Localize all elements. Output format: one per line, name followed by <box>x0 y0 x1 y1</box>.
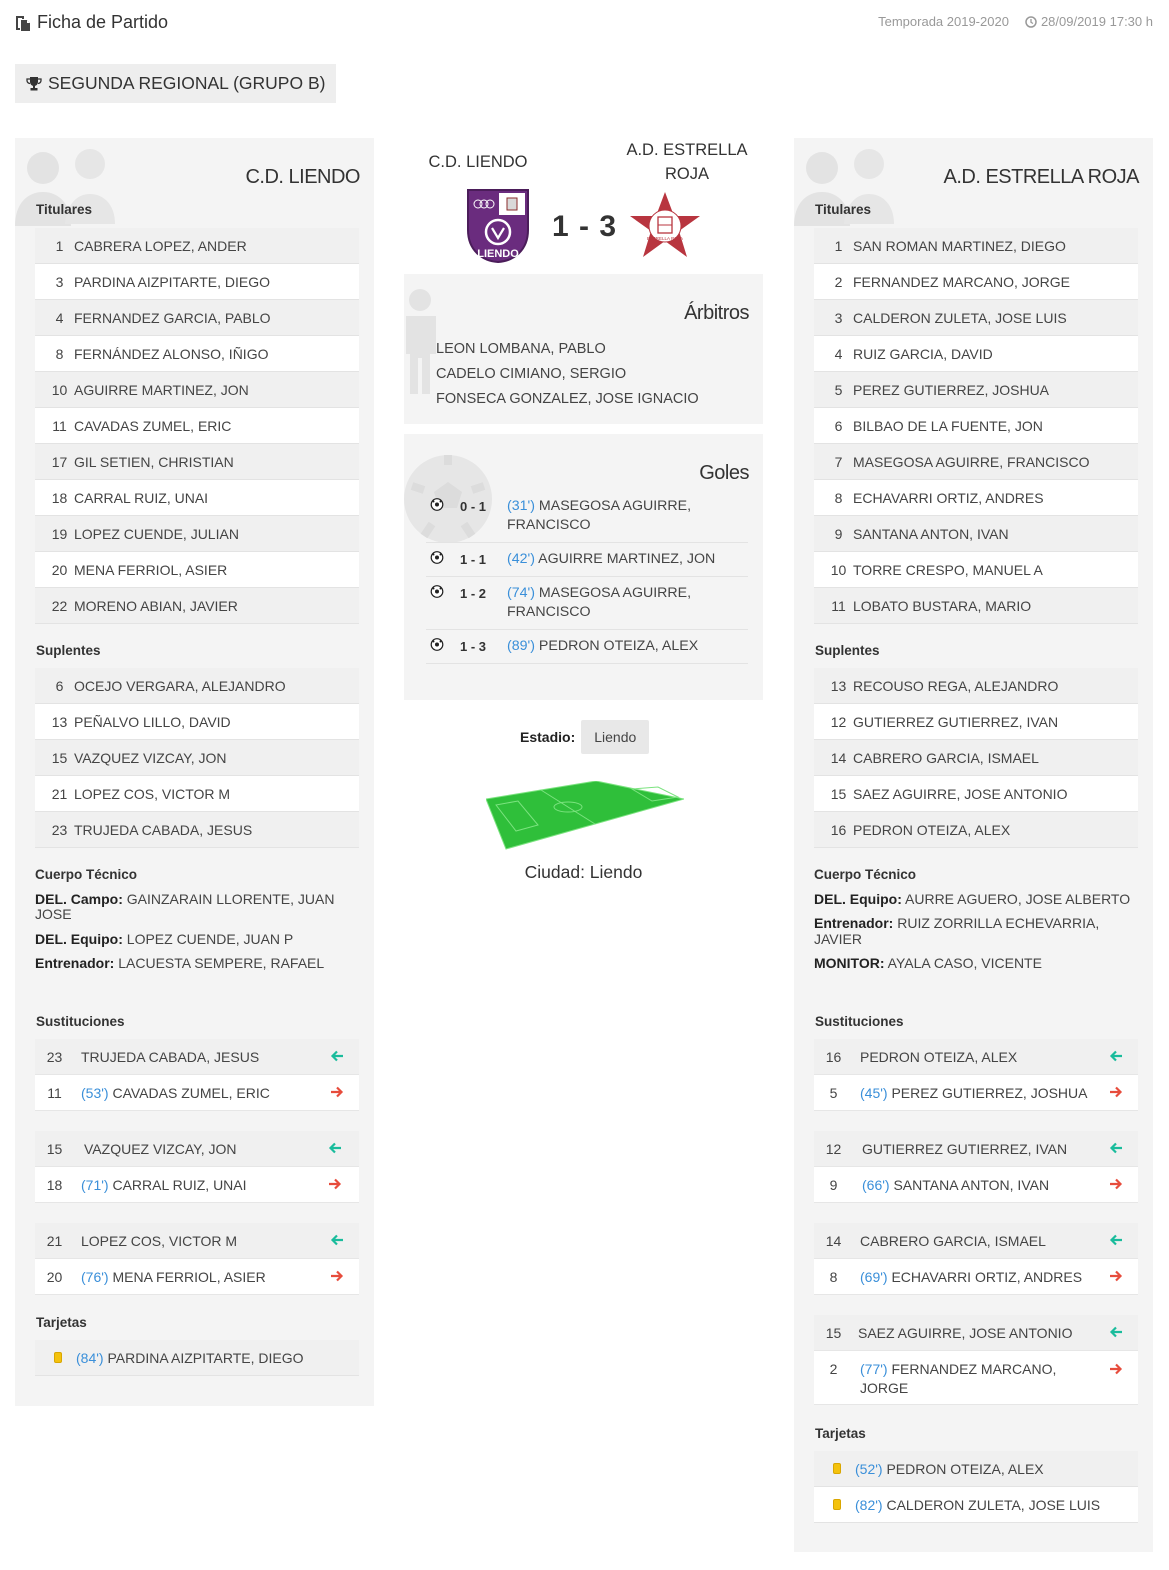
list-item <box>35 372 359 408</box>
player-number: 16 <box>830 821 847 838</box>
player-name: PEÑALVO LILLO, DAVID <box>74 713 231 730</box>
home-team-panel <box>15 138 374 1406</box>
player-number: 2 <box>834 273 843 290</box>
away-starters-list <box>814 228 1138 624</box>
arrow-left-in-icon <box>1108 1324 1124 1340</box>
home-substitutions-list <box>35 1039 359 1295</box>
player-number: 19 <box>51 525 68 542</box>
sub-minute: (76') <box>81 1268 109 1285</box>
staff-entry <box>814 956 1134 971</box>
goal-score: 1 - 1 <box>460 552 487 567</box>
list-item <box>35 668 359 704</box>
referee-name: CADELO CIMIANO, SERGIO <box>436 366 627 382</box>
player-number: 8 <box>55 345 64 362</box>
player-name: GUTIERREZ GUTIERREZ, IVAN <box>853 713 1059 730</box>
substitution-group <box>35 1039 359 1111</box>
player-number: 21 <box>46 1232 63 1249</box>
player-number: 12 <box>830 713 847 730</box>
away-team-name: A.D. ESTRELLA ROJA <box>943 166 1139 188</box>
staff-entry <box>814 916 1134 947</box>
player-number: 12 <box>825 1140 842 1157</box>
player-number: 9 <box>829 1176 838 1193</box>
arrow-right-out-icon <box>1108 1268 1124 1284</box>
staff-role: DEL. Equipo: <box>35 930 123 947</box>
arrow-left-in-icon <box>1108 1048 1124 1064</box>
goal-score: 1 - 3 <box>460 639 487 654</box>
goal-row <box>426 630 748 664</box>
list-item <box>35 1340 359 1376</box>
player-number: 8 <box>829 1268 838 1285</box>
goals-list <box>426 490 748 664</box>
home-cards-title: Tarjetas <box>36 1315 87 1330</box>
trophy-icon <box>26 76 42 92</box>
page-title <box>14 12 168 33</box>
player-name: ECHAVARRI ORTIZ, ANDRES <box>853 489 1044 506</box>
list-item <box>35 552 359 588</box>
player-number: 20 <box>46 1268 63 1285</box>
sub-minute: (71') <box>81 1176 109 1193</box>
stadium-info <box>520 720 649 754</box>
competition-name: SEGUNDA REGIONAL (GRUPO B) <box>48 73 326 93</box>
staff-entry <box>814 892 1134 907</box>
goal-row <box>426 577 748 630</box>
player-number: 6 <box>834 417 843 434</box>
player-name: CAVADAS ZUMEL, ERIC <box>112 1084 270 1101</box>
list-item <box>814 552 1138 588</box>
player-name: FERNANDEZ MARCANO, JORGE <box>853 273 1071 290</box>
staff-name: LOPEZ CUENDE, JUAN P <box>126 930 294 947</box>
list-item <box>814 408 1138 444</box>
player-name: SAEZ AGUIRRE, JOSE ANTONIO <box>858 1324 1073 1341</box>
list-item <box>35 776 359 812</box>
player-name: PEDRON OTEIZA, ALEX <box>853 821 1011 838</box>
sub-in-row <box>814 1131 1138 1167</box>
goal-scorer: PEDRON OTEIZA, ALEX <box>538 638 699 654</box>
match-score: 1 - 3 <box>552 210 618 243</box>
users-watermark-icon <box>15 146 125 236</box>
player-name: CALDERON ZULETA, JOSE LUIS <box>853 309 1067 326</box>
goal-scorer: AGUIRRE MARTINEZ, JON <box>538 551 716 567</box>
player-name: TORRE CRESPO, MANUEL A <box>853 561 1043 578</box>
match-meta <box>878 14 1153 29</box>
away-substitutions-title: Sustituciones <box>815 1014 904 1029</box>
goals-panel <box>404 434 763 700</box>
player-name: PEREZ GUTIERREZ, JOSHUA <box>891 1084 1088 1101</box>
player-name: CARRAL RUIZ, UNAI <box>112 1176 247 1193</box>
substitution-group <box>35 1131 359 1203</box>
player-name: FERNÁNDEZ ALONSO, IÑIGO <box>74 345 269 362</box>
staff-name: AURRE AGUERO, JOSE ALBERTO <box>905 891 1131 907</box>
list-item <box>35 704 359 740</box>
home-crest-text: LIENDO <box>477 248 519 260</box>
goal-scorer: MASEGOSA AGUIRRE, FRANCISCO <box>507 585 692 620</box>
list-item <box>814 336 1138 372</box>
season-label: Temporada 2019-2020 <box>878 14 1009 29</box>
list-item <box>814 740 1138 776</box>
player-name: PARDINA AIZPITARTE, DIEGO <box>107 1349 304 1366</box>
player-number: 10 <box>830 561 847 578</box>
home-team-crest <box>466 188 530 264</box>
player-name: FERNANDEZ MARCANO, JORGE <box>860 1361 1057 1396</box>
substitution-group <box>814 1131 1138 1203</box>
list-item <box>814 588 1138 624</box>
player-number: 13 <box>51 713 68 730</box>
player-number: 23 <box>51 821 68 838</box>
list-item <box>35 480 359 516</box>
substitution-group <box>814 1223 1138 1295</box>
substitution-group <box>814 1039 1138 1111</box>
staff-entry <box>35 956 355 971</box>
player-name: BILBAO DE LA FUENTE, JON <box>853 417 1043 434</box>
player-name: CABRERO GARCIA, ISMAEL <box>853 749 1039 766</box>
sub-minute: (53') <box>81 1084 109 1101</box>
staff-name: RUIZ ZORRILLA ECHEVARRIA, JAVIER <box>814 915 1100 947</box>
goals-title: Goles <box>699 462 749 484</box>
goal-text <box>507 637 748 656</box>
player-name: ECHAVARRI ORTIZ, ANDRES <box>891 1268 1083 1285</box>
list-item <box>35 300 359 336</box>
away-team-header <box>617 139 757 187</box>
arrow-right-out-icon <box>1108 1084 1124 1100</box>
datetime-wrapper <box>1025 14 1153 29</box>
list-item <box>814 1487 1138 1523</box>
sub-minute: (69') <box>860 1268 888 1285</box>
player-name: CABRERO GARCIA, ISMAEL <box>860 1232 1046 1249</box>
arrow-right-out-icon <box>1108 1361 1124 1377</box>
player-number: 23 <box>46 1048 63 1065</box>
staff-role: DEL. Equipo: <box>814 891 902 907</box>
sub-minute: (77') <box>860 1361 888 1377</box>
player-name: MENA FERRIOL, ASIER <box>112 1268 266 1285</box>
player-number: 2 <box>829 1361 838 1377</box>
sub-in-row <box>35 1223 359 1259</box>
player-number: 15 <box>46 1140 63 1157</box>
referee-name: LEON LOMBANA, PABLO <box>436 341 606 357</box>
player-name: MASEGOSA AGUIRRE, FRANCISCO <box>853 453 1090 470</box>
home-team-name: C.D. LIENDO <box>245 166 360 188</box>
referee-name: FONSECA GONZALEZ, JOSE IGNACIO <box>436 391 699 407</box>
player-name: SAN ROMAN MARTINEZ, DIEGO <box>853 237 1066 254</box>
player-number: 7 <box>834 453 843 470</box>
player-number: 15 <box>825 1324 842 1341</box>
player-name: CAVADAS ZUMEL, ERIC <box>74 417 232 434</box>
player-number: 17 <box>51 453 68 470</box>
player-number: 22 <box>51 597 68 614</box>
player-number: 14 <box>825 1232 842 1249</box>
player-name: PEDRON OTEIZA, ALEX <box>886 1460 1044 1477</box>
player-name: PEDRON OTEIZA, ALEX <box>860 1048 1018 1065</box>
player-number: 18 <box>46 1176 63 1193</box>
clock-icon <box>1025 16 1037 28</box>
sub-in-row <box>814 1039 1138 1075</box>
list-item <box>35 588 359 624</box>
player-number: 21 <box>51 785 68 802</box>
goal-score: 1 - 2 <box>460 586 487 601</box>
sub-out-row <box>35 1167 359 1203</box>
player-name: OCEJO VERGARA, ALEJANDRO <box>74 677 286 694</box>
list-item <box>35 264 359 300</box>
card-minute: (82') <box>855 1496 883 1513</box>
player-name: SAEZ AGUIRRE, JOSE ANTONIO <box>853 785 1068 802</box>
goal-minute: (89') <box>507 638 535 654</box>
match-datetime: 28/09/2019 17:30 h <box>1040 14 1153 29</box>
home-subs-list <box>35 668 359 848</box>
users-watermark-icon <box>794 146 904 236</box>
sub-minute: (66') <box>862 1176 890 1193</box>
player-number: 1 <box>55 237 64 254</box>
competition-badge <box>15 64 336 103</box>
player-number: 5 <box>834 381 843 398</box>
arrow-left-in-icon <box>329 1232 345 1248</box>
sub-out-text <box>853 1360 1068 1398</box>
substitution-group <box>814 1315 1138 1405</box>
goal-minute: (74') <box>507 585 535 601</box>
staff-name: GAINZARAIN LLORENTE, JUAN JOSE <box>35 891 335 923</box>
player-name: LOPEZ COS, VICTOR M <box>74 785 231 802</box>
staff-entry <box>35 932 355 947</box>
player-number: 4 <box>55 309 64 326</box>
card-minute: (52') <box>855 1460 883 1477</box>
list-item <box>35 408 359 444</box>
yellow-card-icon <box>833 1463 841 1474</box>
player-number: 15 <box>51 749 68 766</box>
arrow-right-out-icon <box>327 1176 343 1192</box>
player-number: 11 <box>52 417 67 434</box>
page-title-text: Ficha de Partido <box>37 12 169 32</box>
away-substitutions-list <box>814 1039 1138 1405</box>
arrow-left-in-icon <box>327 1140 343 1156</box>
list-item <box>35 228 359 264</box>
goal-scorer: MASEGOSA AGUIRRE, FRANCISCO <box>507 498 692 533</box>
yellow-card-icon <box>833 1499 841 1510</box>
goal-text <box>507 584 748 622</box>
player-name: LOPEZ CUENDE, JULIAN <box>74 525 239 542</box>
sub-minute: (45') <box>860 1084 888 1101</box>
home-subs-title: Suplentes <box>36 643 101 658</box>
player-name: CABRERA LOPEZ, ANDER <box>74 237 247 254</box>
player-number: 9 <box>834 525 843 542</box>
list-item <box>35 516 359 552</box>
away-subs-title: Suplentes <box>815 643 880 658</box>
away-team-crest <box>628 190 702 260</box>
sub-out-row <box>814 1259 1138 1295</box>
player-number: 3 <box>55 273 64 290</box>
player-name: VAZQUEZ VIZCAY, JON <box>84 1140 237 1157</box>
soccer-ball-icon <box>430 498 444 511</box>
away-cards-title: Tarjetas <box>815 1426 866 1441</box>
list-item <box>814 300 1138 336</box>
sub-out-row <box>814 1351 1138 1405</box>
player-name: PEREZ GUTIERREZ, JOSHUA <box>853 381 1050 398</box>
list-item <box>814 704 1138 740</box>
player-number: 20 <box>51 561 68 578</box>
player-name: SANTANA ANTON, IVAN <box>853 525 1009 542</box>
sub-out-row <box>814 1075 1138 1111</box>
player-number: 8 <box>834 489 843 506</box>
list-item <box>814 776 1138 812</box>
home-staff-title: Cuerpo Técnico <box>35 867 138 882</box>
referees-list <box>436 337 699 412</box>
player-number: 4 <box>834 345 843 362</box>
substitution-group <box>35 1223 359 1295</box>
goal-score: 0 - 1 <box>460 499 487 514</box>
sub-out-row <box>35 1075 359 1111</box>
player-number: 18 <box>51 489 68 506</box>
player-name: TRUJEDA CABADA, JESUS <box>81 1048 260 1065</box>
list-item <box>814 264 1138 300</box>
goal-row <box>426 543 748 577</box>
staff-name: LACUESTA SEMPERE, RAFAEL <box>118 955 325 972</box>
goal-text <box>507 497 748 535</box>
player-name: GIL SETIEN, CHRISTIAN <box>74 453 234 470</box>
sub-out-row <box>35 1259 359 1295</box>
staff-role: DEL. Campo: <box>35 891 123 907</box>
soccer-ball-icon <box>430 585 444 598</box>
sub-in-row <box>814 1223 1138 1259</box>
player-number: 10 <box>51 381 68 398</box>
list-item <box>35 336 359 372</box>
player-number: 16 <box>825 1048 842 1065</box>
player-name: VAZQUEZ VIZCAY, JON <box>74 749 227 766</box>
player-name: SANTANA ANTON, IVAN <box>893 1176 1050 1193</box>
goal-minute: (31') <box>507 498 535 514</box>
home-starters-list <box>35 228 359 624</box>
player-name: GUTIERREZ GUTIERREZ, IVAN <box>862 1140 1068 1157</box>
staff-name: AYALA CASO, VICENTE <box>887 955 1042 972</box>
list-item <box>35 812 359 848</box>
goal-text <box>507 550 748 569</box>
card-minute: (84') <box>76 1349 104 1366</box>
player-number: 5 <box>829 1084 838 1101</box>
list-item <box>814 480 1138 516</box>
goal-minute: (42') <box>507 551 535 567</box>
away-staff-title: Cuerpo Técnico <box>814 867 917 882</box>
player-name: CALDERON ZULETA, JOSE LUIS <box>886 1496 1101 1513</box>
away-starters-title: Titulares <box>815 202 872 217</box>
player-name: TRUJEDA CABADA, JESUS <box>74 821 253 838</box>
player-name: PARDINA AIZPITARTE, DIEGO <box>74 273 271 290</box>
player-name: RUIZ GARCIA, DAVID <box>853 345 993 362</box>
arrow-right-out-icon <box>329 1268 345 1284</box>
staff-entry <box>35 892 355 923</box>
home-staff-list <box>35 892 355 981</box>
arrow-left-in-icon <box>1108 1140 1124 1156</box>
home-substitutions-title: Sustituciones <box>36 1014 125 1029</box>
list-item <box>35 740 359 776</box>
player-name: LOBATO BUSTARA, MARIO <box>853 597 1032 614</box>
player-number: 11 <box>47 1084 62 1101</box>
arrow-left-in-icon <box>329 1048 345 1064</box>
sub-out-row <box>814 1167 1138 1203</box>
player-name: FERNANDEZ GARCIA, PABLO <box>74 309 271 326</box>
sub-in-row <box>35 1131 359 1167</box>
player-name: AGUIRRE MARTINEZ, JON <box>74 381 249 398</box>
away-team-panel <box>794 138 1153 1552</box>
away-name-line2: ROJA <box>664 164 709 183</box>
soccer-ball-icon <box>430 551 444 564</box>
list-item <box>35 444 359 480</box>
city-label: Ciudad: Liendo <box>524 862 643 882</box>
away-staff-list <box>814 892 1134 981</box>
player-number: 3 <box>834 309 843 326</box>
list-item <box>814 1451 1138 1487</box>
away-cards-list <box>814 1451 1138 1523</box>
away-subs-list <box>814 668 1138 848</box>
stadium-value: Liendo <box>581 720 649 754</box>
player-number: 14 <box>830 749 847 766</box>
staff-role: MONITOR: <box>814 955 885 972</box>
arrow-right-out-icon <box>1108 1176 1124 1192</box>
player-number: 11 <box>831 597 846 614</box>
home-team-header: C.D. LIENDO <box>428 153 528 171</box>
list-item <box>814 444 1138 480</box>
stadium-label: Estadio: <box>520 729 576 745</box>
away-name-line1: A.D. ESTRELLA <box>626 141 748 159</box>
list-item <box>814 516 1138 552</box>
sub-in-row <box>814 1315 1138 1351</box>
arrow-right-out-icon <box>329 1084 345 1100</box>
sub-in-row <box>35 1039 359 1075</box>
player-name: MENA FERRIOL, ASIER <box>74 561 228 578</box>
yellow-card-icon <box>54 1352 62 1363</box>
away-crest-text: ESTRELLA ROJA <box>646 236 684 241</box>
home-cards-list <box>35 1340 359 1376</box>
player-name: MORENO ABIAN, JAVIER <box>74 597 238 614</box>
referees-panel <box>404 274 763 424</box>
football-pitch-icon <box>486 781 684 851</box>
player-name: LOPEZ COS, VICTOR M <box>81 1232 238 1249</box>
player-number: 15 <box>830 785 847 802</box>
staff-role: Entrenador: <box>814 915 894 932</box>
player-number: 13 <box>830 677 847 694</box>
staff-role: Entrenador: <box>35 955 115 972</box>
list-item <box>814 372 1138 408</box>
list-item <box>814 228 1138 264</box>
home-starters-title: Titulares <box>36 202 93 217</box>
list-item <box>814 812 1138 848</box>
player-number: 1 <box>834 237 843 254</box>
document-copy-icon <box>14 14 32 32</box>
player-number: 6 <box>55 677 64 694</box>
goal-row <box>426 490 748 543</box>
referees-title: Árbitros <box>684 302 749 324</box>
player-name: CARRAL RUIZ, UNAI <box>74 489 209 506</box>
arrow-left-in-icon <box>1108 1232 1124 1248</box>
player-name: RECOUSO REGA, ALEJANDRO <box>853 677 1059 694</box>
list-item <box>814 668 1138 704</box>
soccer-ball-icon <box>430 638 444 651</box>
